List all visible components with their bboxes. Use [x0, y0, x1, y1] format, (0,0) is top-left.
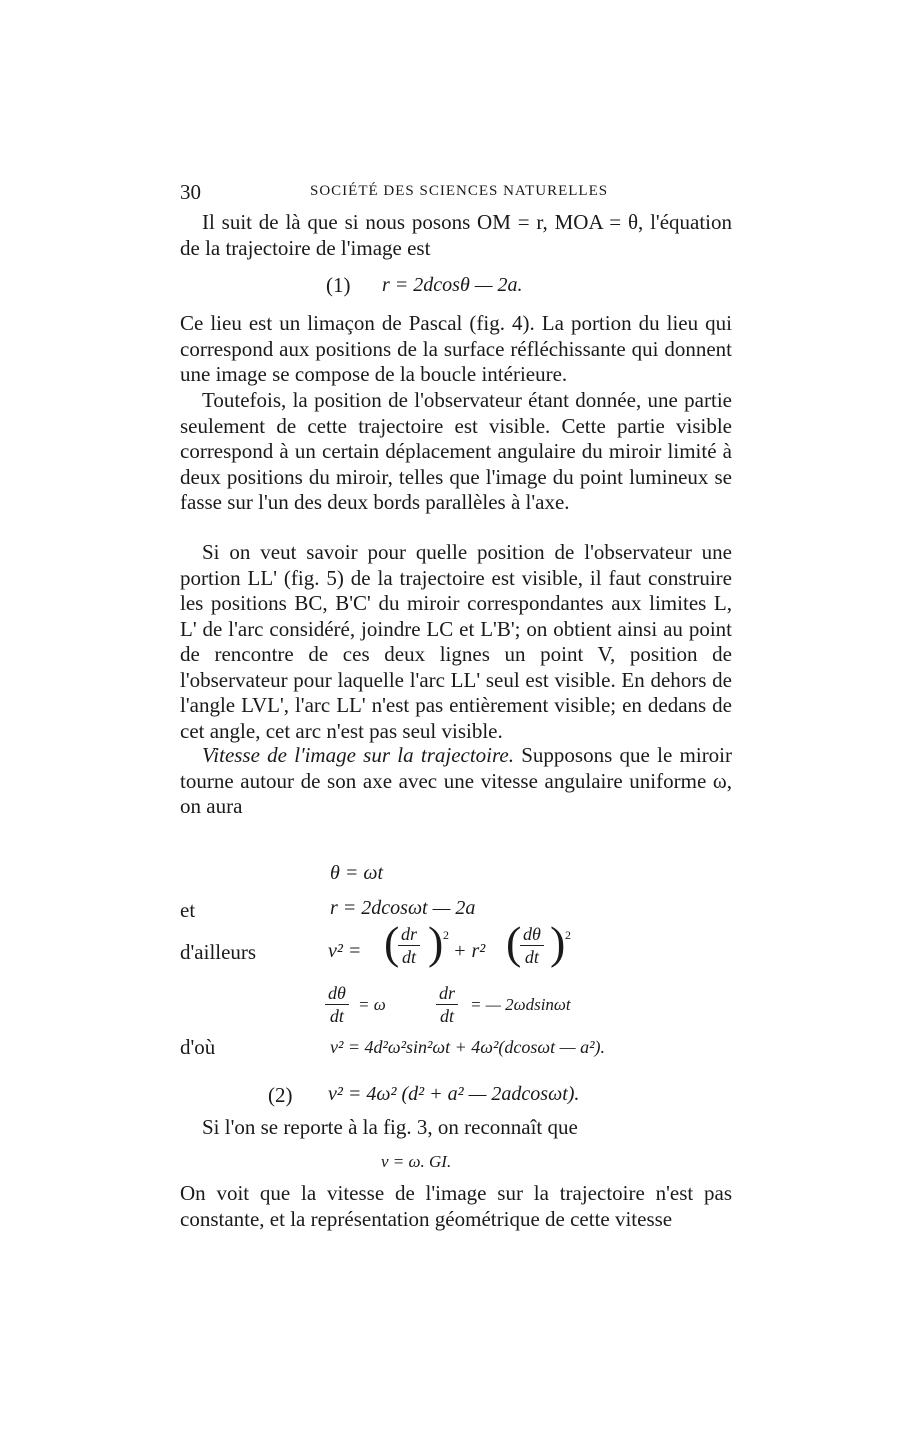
page-header [180, 180, 740, 206]
equation-r: r = 2dcosωt — 2a [330, 897, 476, 919]
page-number: 30 [180, 180, 201, 204]
fraction-numerator: dθ [520, 923, 544, 946]
fraction-dr-dt [398, 923, 420, 968]
paragraph-nonconstant-speed: On voit que la vitesse de l'image sur la trajectoire n'est pas constante, et la représentation géométrique de cette vitesse [180, 1181, 732, 1231]
paragraph-image-speed-text: Supposons que le miroir tourne autour de son axe avec une vitesse angulaire uniforme ω, on aura [180, 743, 733, 818]
label-et: et [180, 898, 196, 922]
fraction-dr-dt-2 [436, 982, 458, 1027]
paren-open: ( [384, 917, 400, 968]
fraction-numerator: dr [436, 982, 458, 1005]
paragraph-limacon: Ce lieu est un limaçon de Pascal (fig. 4). La portion du lieu qui correspond aux positions de la surface réfléchissante qui donnent une image se compose de la boucle intérieure. [180, 311, 732, 386]
paragraph-image-speed [180, 743, 732, 820]
paren-close: ) [428, 917, 444, 968]
equation-v-lhs: v² = [328, 940, 362, 962]
equation-omega: = ω [358, 995, 386, 1014]
paren-open-2: ( [506, 917, 522, 968]
paragraph-observer-position: Si on veut savoir pour quelle position de l'observateur une portion LL' (fig. 5) de la trajectoire est visible, il faut construire les positions BC, B'C' du miroir correspondantes aux limites L, L' de l'arc considéré, joindre LC et L'B'; on obtient ainsi au point de rencontre de ces deux lignes un point V, position de l'observateur pour laquelle l'arc LL' seul est visible. En dehors de l'angle LVL', l'arc LL' n'est pas entièrement visible; en dedans de cet angle, cet arc n'est pas seul visible. [180, 540, 732, 743]
fraction-denominator: dt [524, 947, 539, 967]
exponent-2: 2 [565, 928, 571, 942]
fraction-denominator: dt [402, 947, 417, 967]
fraction-dtheta-dt-2 [325, 982, 349, 1027]
fraction-numerator: dθ [325, 982, 349, 1005]
fraction-denominator: dt [440, 1006, 455, 1026]
equation-1: r = 2dcosθ — 2a. [382, 274, 523, 296]
label-ailleurs: d'ailleurs [180, 940, 257, 964]
paragraph-visibility: Toutefois, la position de l'observateur étant donnée, une partie seulement de cette trajectoire est visible. Cette partie visible correspond à un certain déplacement angulaire du miroir limité à deux positions du miroir, telles que l'image du point lumineux se fasse sur l'un des deux bords parallèles à l'axe. [180, 388, 732, 514]
equation-gi: v = ω. GI. [381, 1152, 452, 1171]
equation-v-squared-expanded: v² = 4d²ω²sin²ωt + 4ω²(dcosωt — a²). [330, 1037, 605, 1057]
paragraph-fig3: Si l'on se reporte à la fig. 3, on reconnaît que [202, 1115, 578, 1139]
fraction-dtheta-dt [520, 923, 544, 968]
equation-2-label: (2) [268, 1083, 293, 1107]
equation-theta: θ = ωt [330, 862, 383, 884]
paren-close-2: ) [550, 917, 566, 968]
equation-plus-r2: + r² [453, 940, 486, 962]
fraction-denominator: dt [329, 1006, 344, 1026]
fraction-numerator: dr [398, 923, 420, 946]
equation-dr-dt-value: = — 2ωdsinωt [470, 995, 571, 1014]
section-title: Vitesse de l'image sur la trajectoire. [202, 743, 514, 767]
paragraph-trajectory-equation: Il suit de là que si nous posons OM = r, MOA = θ, l'équation de la trajectoire de l'image est [180, 210, 732, 260]
running-title: SOCIÉTÉ DES SCIENCES NATURELLES [310, 183, 609, 199]
equation-1-label: (1) [326, 273, 351, 297]
exponent: 2 [443, 928, 449, 942]
equation-2: v² = 4ω² (d² + a² — 2adcosωt). [328, 1083, 580, 1105]
label-dou: d'où [180, 1035, 216, 1059]
